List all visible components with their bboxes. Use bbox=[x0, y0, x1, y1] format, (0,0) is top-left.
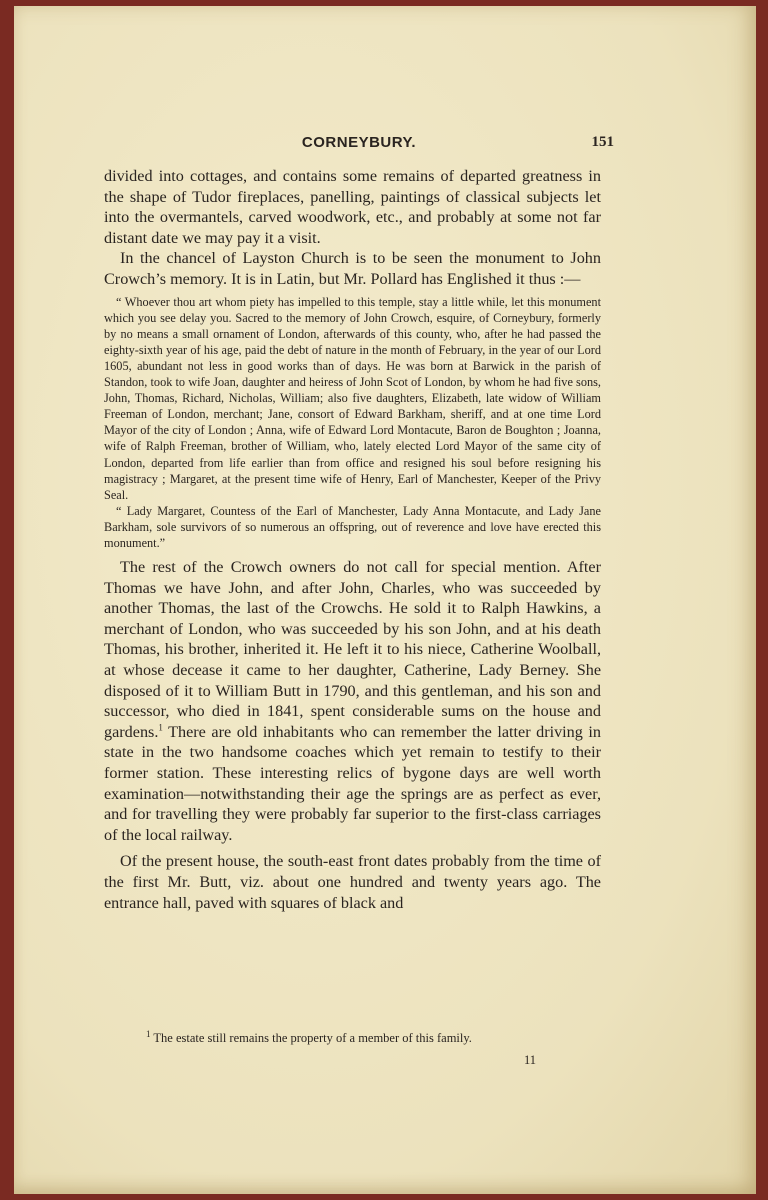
signature-mark: 11 bbox=[524, 1053, 537, 1067]
footnote-reference: 1 bbox=[158, 722, 163, 733]
inscription-paragraph-2: “ Lady Margaret, Countess of the Earl of Manchester, Lady Anna Montacute, and Lady Jane Barkham, sole survivors of so numerous an offspring, out of reverence and love have erected this monument.” bbox=[104, 503, 601, 550]
owners-text-continued: There are old inhabitants who can remember the latter driving in state in the two handsome coaches which yet remain to testify to their former station. These interesting relics of bygone days are well worth examination—notwithstanding their age the springs are as perfect as ever, and for travelling they were probably far superior to the first-class carriages of the local railway. bbox=[104, 722, 601, 844]
footnote-marker: 1 bbox=[146, 1028, 151, 1039]
running-head: CORNEYBURY. bbox=[301, 134, 417, 151]
paragraph-continuation: divided into cottages, and contains some remains of departed greatness in the shape of Tudor fireplaces, panelling, paintings of classical subjects let into the overmantels, carved woodwork, etc., and probably at some not far distant date we may pay it a visit. bbox=[104, 167, 601, 247]
paragraph-monument-intro: In the chancel of Layston Church is to be seen the monument to John Crowch’s memory. It is in Latin, but Mr. Pollard has Englished it thus :— bbox=[104, 249, 601, 288]
page-body bbox=[104, 166, 601, 913]
paragraph-owners bbox=[104, 557, 601, 845]
monument-inscription bbox=[104, 294, 601, 552]
owners-text: The rest of the Crowch owners do not call for special mention. After Thomas we have John, and after John, Charles, who was succeeded by another Thomas, the last of the Crowchs. He sold it to Ralph Hawkins, a merchant of London, who was succeeded by his son John, and at his death Thomas, his brother, inherited it. He left it to his niece, Catherine Woolball, at whose decease it came to her daughter, Catherine, Lady Berney. She disposed of it to William Butt in 1790, and this gentleman, and his son and successor, who died in 1841, spent considerable sums on the house and gardens. bbox=[104, 558, 601, 741]
paragraph-present-house: Of the present house, the south-east front dates probably from the time of the first Mr. Butt, viz. about one hundred and twenty years ago. The entrance hall, paved with squares of black and bbox=[104, 852, 601, 912]
footnote-text: The estate still remains the property of a member of this family. bbox=[150, 1031, 472, 1045]
footnote bbox=[146, 1030, 566, 1046]
inscription-paragraph-1: “ Whoever thou art whom piety has impelled to this temple, stay a little while, let this monument which you see delay you. Sacred to the memory of John Crowch, esquire, of Corneybury, formerly by no means a small ornament of London, afterwards of this county, who, after he had passed the eighty-sixth year of his age, paid the debt of nature in the month of February, in the year of our Lord 1605, abundant not less in good works than of days. He was born at Barwick in the parish of Standon, took to wife Joan, daughter and heiress of John Scot of London, by whom he had five sons, John, Thomas, Richard, Nicholas, William; also five daughters, Elizabeth, late widow of William Freeman of London, merchant; Jane, consort of Edward Barkham, sheriff, and at one time Lord Mayor of the city of London ; Anna, wife of Edward Lord Montacute, Baron de Boughton ; Joanna, wife of Ralph Freeman, brother of William, who, lately elected Lord Mayor of the same city of London, departed from life earlier than from office and resigned his soul before resigning his magistracy ; Margaret, at the present time wife of Henry, Earl of Manchester, Keeper of the Privy Seal. bbox=[104, 294, 601, 502]
page-header bbox=[104, 134, 614, 158]
page-number: 151 bbox=[591, 134, 614, 150]
